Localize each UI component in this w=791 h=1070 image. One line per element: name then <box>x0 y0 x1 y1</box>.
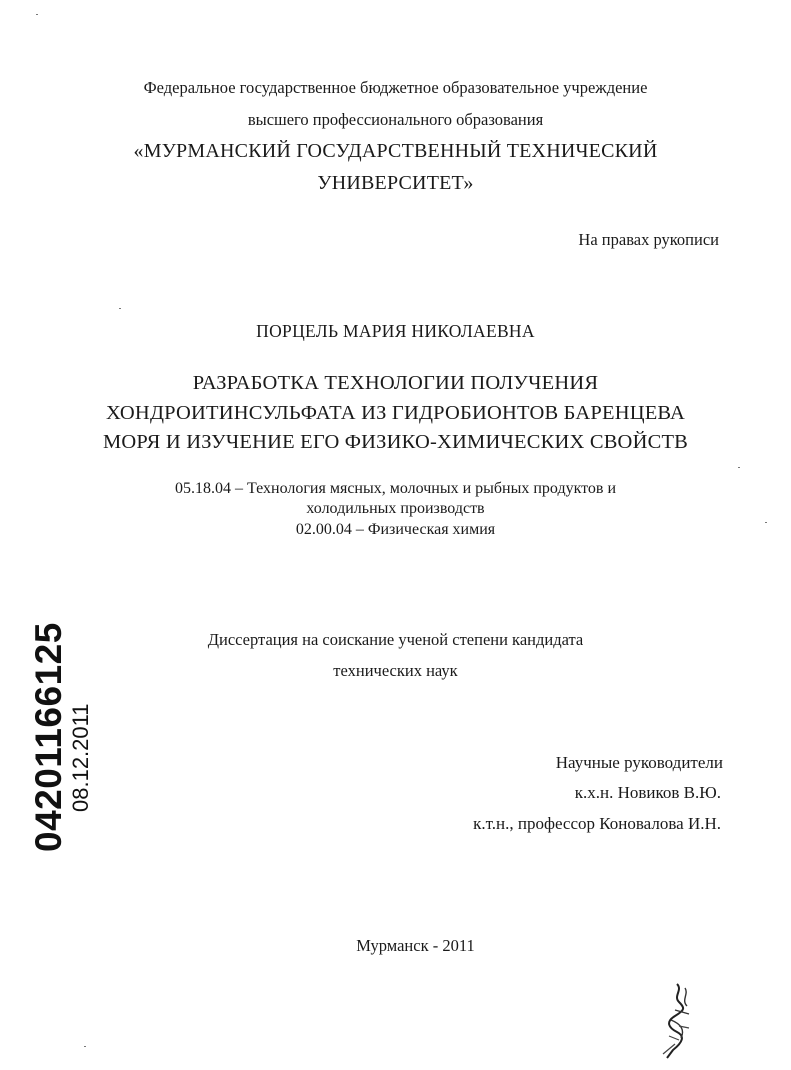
scan-speck <box>84 1046 86 1047</box>
dissertation-title-line3: МОРЯ И ИЗУЧЕНИЕ ЕГО ФИЗИКО-ХИМИЧЕСКИХ СВОЙСТВ <box>102 431 689 453</box>
author-name: ПОРЦЕЛЬ МАРИЯ НИКОЛАЕВНА <box>256 321 535 341</box>
library-stamp-date: 08.12.2011 <box>68 703 93 812</box>
supervisor-1: к.х.н. Новиков В.Ю. <box>574 783 721 802</box>
dissertation-degree-line1: Диссертация на соискание ученой степени кандидата <box>207 630 584 649</box>
dissertation-degree-line2: технических наук <box>333 661 458 680</box>
city-year: Мурманск - 2011 <box>356 936 475 955</box>
specialty-line2: холодильных производств <box>306 500 485 517</box>
institution-education-line: высшего профессионального образования <box>247 110 544 129</box>
scan-speck <box>119 308 121 309</box>
scan-speck <box>765 522 767 523</box>
library-stamp-code: 04201166125 <box>28 622 69 852</box>
specialty-line1: 05.18.04 – Технология мясных, молочных и рыбных продуктов и <box>174 480 617 497</box>
specialty-line3: 02.00.04 – Физическая химия <box>295 521 496 538</box>
supervisor-2: к.т.н., профессор Коновалова И.Н. <box>473 814 721 833</box>
scan-speck <box>36 14 38 15</box>
supervisors-heading: Научные руководители <box>555 753 723 772</box>
dissertation-title-line2: ХОНДРОИТИНСУЛЬФАТА ИЗ ГИДРОБИОНТОВ БАРЕНЦЕВА <box>105 402 686 424</box>
institution-type-line: Федеральное государственное бюджетное образовательное учреждение <box>143 78 648 97</box>
dissertation-title-line1: РАЗРАБОТКА ТЕХНОЛОГИИ ПОЛУЧЕНИЯ <box>192 372 599 394</box>
university-name-line1: «МУРМАНСКИЙ ГОСУДАРСТВЕННЫЙ ТЕХНИЧЕСКИЙ <box>133 140 658 162</box>
scan-speck <box>738 467 740 468</box>
handwritten-signature <box>655 980 700 1060</box>
manuscript-rights-note: На правах рукописи <box>578 230 719 249</box>
university-name-line2: УНИВЕРСИТЕТ» <box>317 172 474 194</box>
